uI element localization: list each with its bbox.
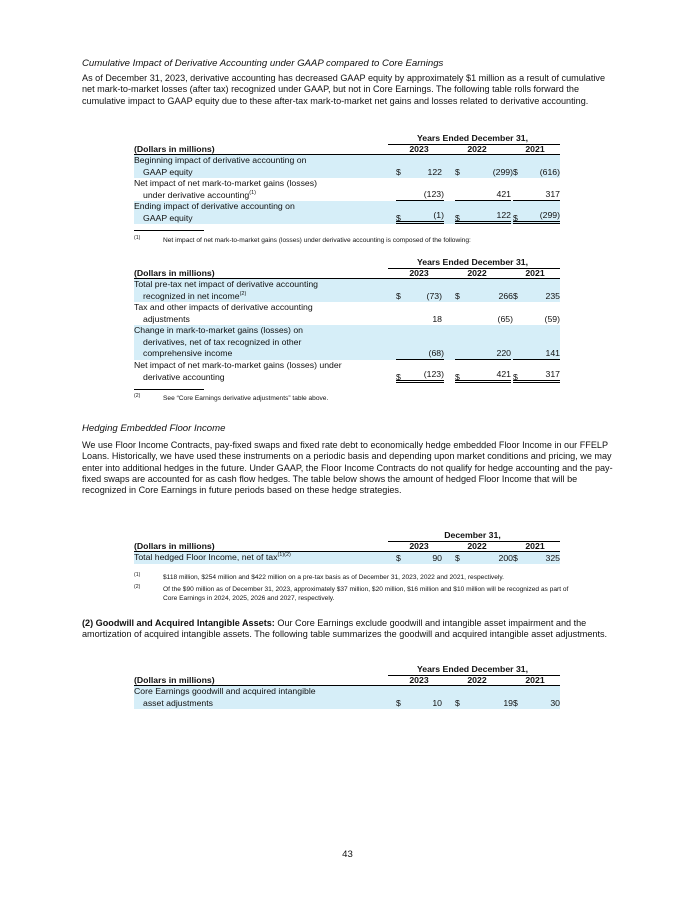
table-column-header: (Dollars in millions) 2023 2022 2021 bbox=[134, 675, 560, 686]
table-row: Beginning impact of derivative accounting on GAAP equity $ 122 $ (299) $ (616) bbox=[134, 155, 560, 177]
table-row: Core Earnings goodwill and acquired intangible asset adjustments $ 10 $ 19 $ 30 bbox=[134, 686, 560, 708]
footnote: (2) See “Core Earnings derivative adjustments” table above. bbox=[134, 393, 329, 402]
goodwill-heading: (2) Goodwill and Acquired Intangible Assets: bbox=[82, 618, 275, 628]
table-period-header: Years Ended December 31, bbox=[134, 664, 560, 675]
paragraph-derivative-impact: As of December 31, 2023, derivative accounting has decreased GAAP equity by approximately $1 million as a result of cumulative net mark-to-market losses (after tax) recognized under GAAP, but not in Core Earnings. The following table rolls forward the cumulative impact to GAAP equity due to these after-tax mark-to-market net gains and losses related to derivative accounting. bbox=[82, 73, 606, 106]
section-title-derivative-impact: Cumulative Impact of Derivative Accounting under GAAP compared to Core Earnings bbox=[82, 58, 444, 69]
table-row: Tax and other impacts of derivative accounting adjustments 18 (65) (59) bbox=[134, 302, 560, 324]
footnote: (1) $118 million, $254 million and $422 million on a pre-tax basis as of December 31, 2023, 2022 and 2021, respectively. bbox=[134, 572, 505, 581]
table-row-total: Ending impact of derivative accounting on GAAP equity $ (1) $ 122 $ (299) bbox=[134, 201, 560, 223]
paragraph-floor-income: We use Floor Income Contracts, pay-fixed swaps and fixed rate debt to economically hedge embedded Floor Income in our FFELP Loans. Historically, we have used these instruments on a periodic basis and depending upon market conditions and pricing, we may enter into additional hedges in the future. Under GAAP, the Floor Income Contracts do not qualify for hedge accounting and the pay-fixed swaps are accounted for as cash flow hedges. The table below shows the amount of hedged Floor Income that will be recognized in Core Earnings in future periods based on these hedge strategies. bbox=[82, 440, 613, 496]
table-row: Total pre-tax net impact of derivative accounting recognized in net income$^{(2)}$ $ (73) $ 266 $ 235 bbox=[134, 279, 560, 301]
footnote: (2) Of the $90 million as of December 31, 2023, approximately $37 million, $20 million, $16 million and $10 million will be recognized as part of Core Earnings in 2024, 2025, 2026 and 2027, respectively. bbox=[134, 584, 569, 602]
table-hedged-floor-income bbox=[134, 530, 560, 564]
table-row-total: Net impact of net mark-to-market gains (losses) under derivative accounting $ (123) $ 421 $ 317 bbox=[134, 360, 560, 382]
table-goodwill-adjustments bbox=[134, 664, 560, 709]
table-derivative-components bbox=[134, 257, 560, 383]
goodwill-text: Our Core Earnings exclude goodwill and intangible asset impairment and the amortization of acquired intangible assets. The following table summarizes the goodwill and acquired intangible asset adjustments. bbox=[82, 618, 608, 640]
table-column-header: (Dollars in millions) 2023 2022 2021 bbox=[134, 541, 560, 552]
footnote-rule bbox=[134, 389, 204, 390]
table-row: Net impact of net mark-to-market gains (losses) under derivative accounting$^{(1)}$ (123) 421 317 bbox=[134, 178, 560, 200]
table-period-header: December 31, bbox=[134, 530, 560, 541]
table-row: Change in mark-to-market gains (losses) on derivatives, net of tax recognized in other comprehensive income (68) 220 141 bbox=[134, 325, 560, 358]
table-column-header: (Dollars in millions) 2023 2022 2021 bbox=[134, 144, 560, 155]
table-period-header: Years Ended December 31, bbox=[134, 133, 560, 144]
table-column-header: (Dollars in millions) 2023 2022 2021 bbox=[134, 268, 560, 279]
footnote: (1) Net impact of net mark-to-market gains (losses) under derivative accounting is composed of the following: bbox=[134, 235, 471, 244]
section-title-floor-income: Hedging Embedded Floor Income bbox=[82, 423, 226, 434]
table-period-header: Years Ended December 31, bbox=[134, 257, 560, 268]
table-derivative-rollforward bbox=[134, 133, 560, 224]
page-number: 43 bbox=[342, 849, 353, 860]
table-row: Total hedged Floor Income, net of tax$^{(1)(2)}$ $ 90 $ 200 $ 325 bbox=[134, 552, 560, 563]
footnote-rule bbox=[134, 230, 204, 231]
paragraph-goodwill bbox=[82, 618, 617, 641]
